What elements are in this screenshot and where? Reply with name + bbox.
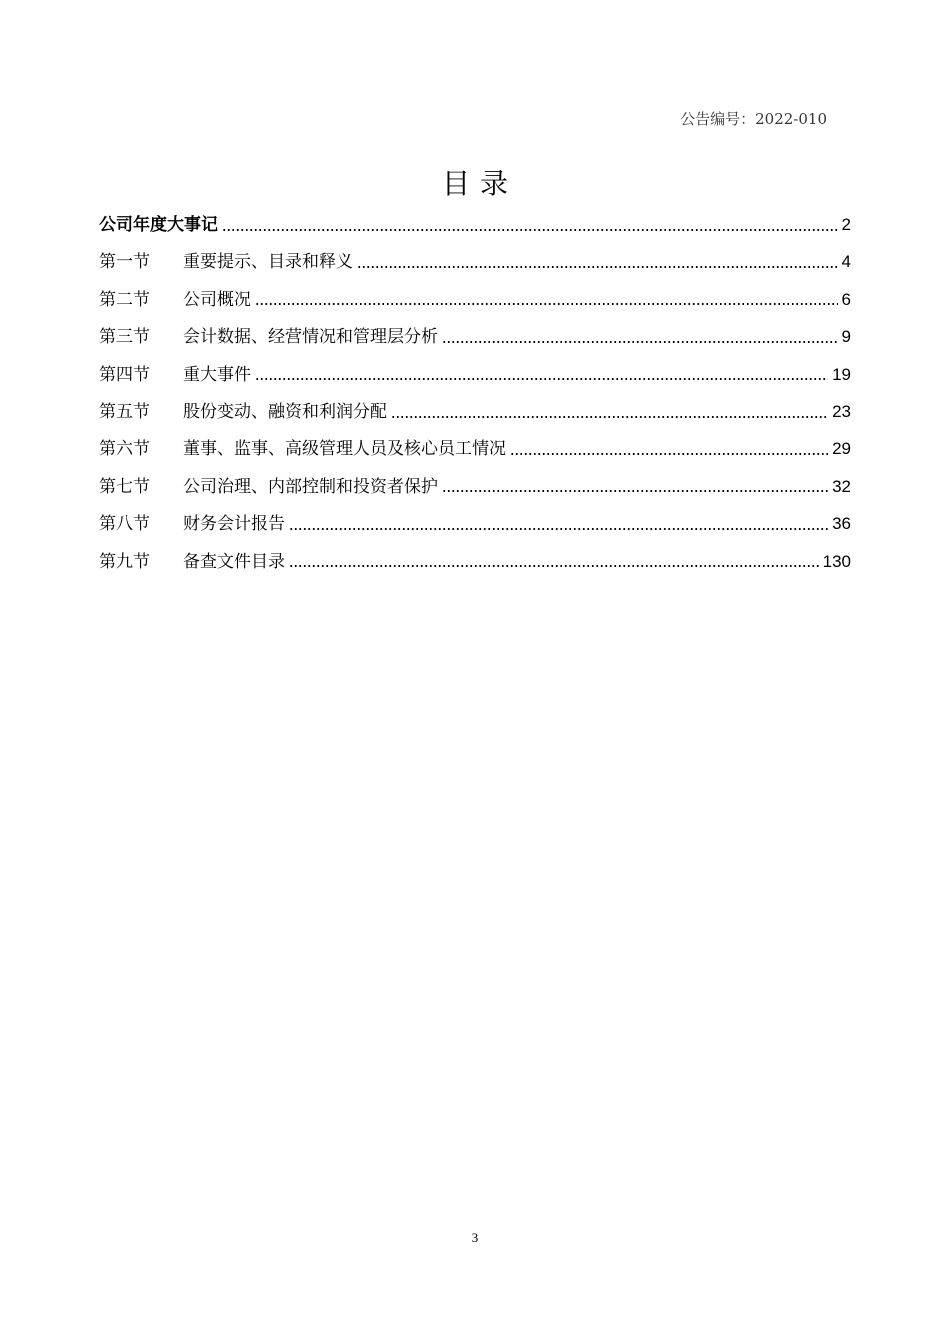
table-of-contents bbox=[99, 206, 851, 580]
toc-entry-section-6[interactable] bbox=[99, 430, 851, 467]
toc-entry-section-1[interactable] bbox=[99, 243, 851, 280]
toc-page: 23 bbox=[832, 401, 851, 421]
toc-title: 公司治理、内部控制和投资者保护 bbox=[183, 476, 438, 497]
toc-section: 第一节 bbox=[99, 252, 150, 273]
toc-title: 重大事件 bbox=[183, 364, 251, 385]
toc-entry-section-2[interactable] bbox=[99, 281, 851, 318]
toc-entry-section-4[interactable] bbox=[99, 356, 851, 393]
dot-leader bbox=[255, 377, 828, 381]
toc-entry-events[interactable] bbox=[99, 206, 851, 243]
notice-number: 公告编号：2022-010 bbox=[680, 110, 827, 128]
toc-page: 6 bbox=[841, 289, 851, 309]
page-number: 3 bbox=[471, 1230, 479, 1245]
toc-title: 会计数据、经营情况和管理层分析 bbox=[183, 327, 438, 348]
dot-leader bbox=[222, 228, 838, 232]
dot-leader bbox=[391, 415, 828, 419]
toc-section: 第五节 bbox=[99, 401, 150, 422]
toc-entry-section-9[interactable] bbox=[99, 543, 851, 580]
toc-page: 9 bbox=[841, 327, 851, 347]
toc-page: 2 bbox=[841, 215, 851, 234]
dot-leader bbox=[357, 265, 838, 269]
toc-page: 32 bbox=[832, 476, 851, 496]
toc-page: 29 bbox=[832, 439, 851, 459]
toc-title: 公司概况 bbox=[183, 289, 251, 310]
toc-entry-section-8[interactable] bbox=[99, 505, 851, 542]
toc-entry-section-5[interactable] bbox=[99, 393, 851, 430]
toc-title: 备查文件目录 bbox=[183, 551, 285, 572]
toc-title: 公司年度大事记 bbox=[99, 215, 218, 235]
dot-leader bbox=[510, 452, 828, 456]
dot-leader bbox=[289, 564, 819, 568]
toc-title: 重要提示、目录和释义 bbox=[183, 252, 353, 273]
toc-section: 第六节 bbox=[99, 439, 150, 460]
dot-leader bbox=[289, 527, 828, 531]
toc-page: 36 bbox=[832, 514, 851, 534]
toc-section: 第四节 bbox=[99, 364, 150, 385]
toc-entry-section-3[interactable] bbox=[99, 318, 851, 355]
toc-section: 第三节 bbox=[99, 327, 150, 348]
toc-page: 4 bbox=[841, 252, 851, 272]
toc-page: 19 bbox=[832, 364, 851, 384]
toc-page: 130 bbox=[822, 551, 851, 571]
dot-leader bbox=[255, 302, 838, 306]
toc-section: 第七节 bbox=[99, 476, 150, 497]
toc-title: 财务会计报告 bbox=[183, 514, 285, 535]
toc-title: 董事、监事、高级管理人员及核心员工情况 bbox=[183, 439, 506, 460]
toc-section: 第九节 bbox=[99, 551, 150, 572]
toc-entry-section-7[interactable] bbox=[99, 468, 851, 505]
toc-section: 第八节 bbox=[99, 514, 150, 535]
toc-title: 股份变动、融资和利润分配 bbox=[183, 401, 387, 422]
dot-leader bbox=[442, 489, 828, 493]
page-title: 目录 bbox=[441, 167, 518, 200]
dot-leader bbox=[442, 340, 838, 344]
toc-section: 第二节 bbox=[99, 289, 150, 310]
